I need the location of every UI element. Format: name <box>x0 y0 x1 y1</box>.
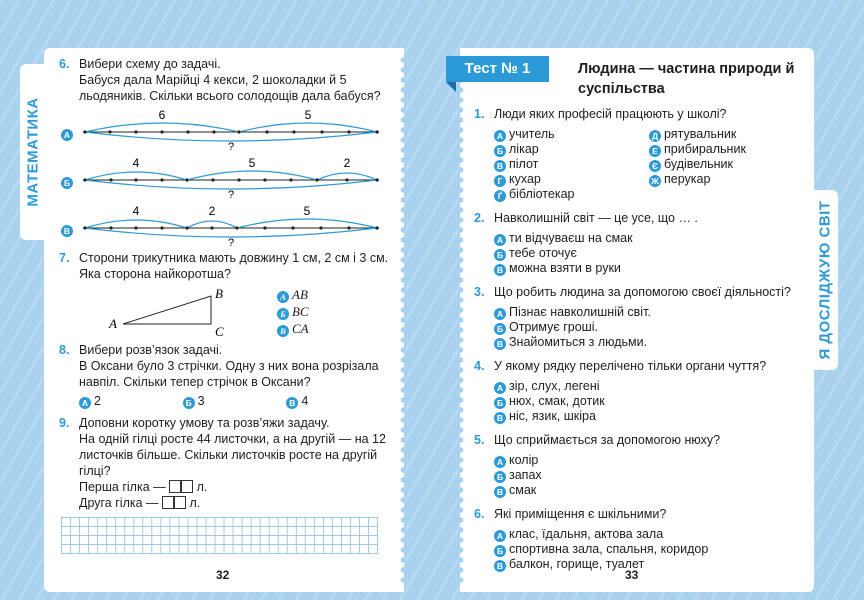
answer-option-b[interactable] <box>494 246 804 261</box>
question-9-math <box>59 415 390 511</box>
triangle-figure <box>99 286 229 338</box>
right-page <box>460 48 814 592</box>
answer-box[interactable] <box>162 496 174 509</box>
option-letter-badge: В <box>494 160 506 172</box>
option-text: ти відчуваєш на смак <box>509 231 633 245</box>
question-number: 1. <box>474 107 485 121</box>
answer-option-c[interactable] <box>277 320 309 337</box>
answer-option[interactable] <box>649 127 804 142</box>
question-number: 3. <box>474 285 485 299</box>
segment-label: 5 <box>248 156 256 170</box>
answer-option-b[interactable] <box>494 542 804 557</box>
answer-option-a[interactable] <box>494 379 804 394</box>
option-text: спортивна зала, спальня, коридор <box>509 542 709 556</box>
total-question-mark: ? <box>227 237 235 246</box>
math-spine-label: МАТЕМАТИКА <box>24 97 42 207</box>
segment-label: 5 <box>303 204 311 218</box>
answer-option[interactable] <box>494 187 649 202</box>
question-text: Бабуся дала Марійці 4 кекси, 2 шоколадки й 5 льодяників. Скільки всього солодощів дала бабуся? <box>79 73 381 103</box>
answer-options <box>474 379 804 424</box>
scheme-option-c[interactable] <box>59 204 389 244</box>
question-number: 6. <box>59 57 70 71</box>
question-text: У якому рядку перелічено тільки органи чуття? <box>494 359 767 373</box>
left-page <box>44 48 404 592</box>
answer-option-a[interactable] <box>494 305 804 320</box>
question-7-math <box>59 250 390 282</box>
option-letter-badge: В <box>61 225 73 237</box>
answer-option[interactable] <box>494 172 649 187</box>
answer-option-a[interactable] <box>494 453 804 468</box>
question-3-world <box>474 284 804 300</box>
options-column-1 <box>494 127 649 202</box>
option-text: нюх, смак, дотик <box>509 394 605 408</box>
answer-options <box>474 305 804 350</box>
question-text: Які приміщення є шкільними? <box>494 507 667 521</box>
question-6-math <box>59 56 390 104</box>
option-letter-badge: Е <box>649 145 661 157</box>
option-letter-badge: А <box>494 130 506 142</box>
answer-option[interactable] <box>494 127 649 142</box>
option-letter-badge: А <box>494 382 506 394</box>
segment-label: 2 <box>343 156 351 170</box>
option-letter-badge: В <box>277 325 289 337</box>
question-2-world <box>474 210 804 226</box>
segment-label: 6 <box>158 108 166 122</box>
question-prompt: Вибери схему до задачі. <box>79 57 221 71</box>
triangle-block <box>79 286 390 338</box>
vertex-label-a: A <box>109 316 117 331</box>
answer-option-b[interactable] <box>494 394 804 409</box>
world-spine-label: Я ДОСЛІДЖУЮ СВІТ <box>816 200 834 360</box>
option-letter-badge: Ґ <box>494 190 506 202</box>
question-8-math <box>59 342 390 390</box>
answer-options <box>474 127 804 202</box>
question-5-world <box>474 432 804 448</box>
option-letter-badge: Б <box>494 249 506 261</box>
short-condition-line-1 <box>79 479 390 495</box>
math-spine-tab <box>20 64 46 240</box>
answer-option-c[interactable] <box>494 335 804 350</box>
option-text: запах <box>509 468 542 482</box>
option-letter-badge: В <box>494 264 506 276</box>
page-perforation-edge <box>457 56 464 584</box>
option-letter-badge: Ж <box>649 175 661 187</box>
answer-options <box>59 394 390 409</box>
question-text: Сторони трикутника мають довжину 1 см, 2 см і 3 см. Яка сторона найкоротша? <box>79 251 389 281</box>
option-letter-badge: А <box>61 129 73 141</box>
vertex-label-b: B <box>215 286 223 301</box>
test-title: Людина — частина природи й суспільства <box>578 61 795 97</box>
option-text: BC <box>292 304 309 319</box>
option-text: зір, слух, легені <box>509 379 600 393</box>
option-letter-badge: В <box>286 397 298 409</box>
segment-scheme-b <box>81 156 381 198</box>
option-letter-badge: Д <box>649 130 661 142</box>
answer-options <box>277 286 309 337</box>
option-letter-badge: Б <box>494 545 506 557</box>
question-1-world <box>474 106 804 122</box>
option-text: клас, їдальня, актова зала <box>509 527 664 541</box>
answer-option-b[interactable] <box>277 303 309 320</box>
question-text: На одній гілці росте 44 листочки, а на другій — на 12 листочків більше. Скільки листочків росте на другій гілці? <box>79 432 386 478</box>
answer-option[interactable] <box>494 157 649 172</box>
question-text: Люди яких професій працюють у школі? <box>494 107 727 121</box>
question-number: 6. <box>474 507 485 521</box>
option-letter-badge: Б <box>494 471 506 483</box>
option-letter-badge: Б <box>494 397 506 409</box>
scheme-option-b[interactable] <box>59 156 389 196</box>
option-letter-badge: А <box>494 234 506 246</box>
answer-option-c[interactable] <box>286 394 390 409</box>
answer-option[interactable] <box>649 172 804 187</box>
answer-grid[interactable] <box>61 517 378 554</box>
option-letter-badge: В <box>494 412 506 424</box>
answer-option[interactable] <box>649 142 804 157</box>
option-text: ніс, язик, шкіра <box>509 409 596 423</box>
option-letter-badge: В <box>494 338 506 350</box>
condition-label: Друга гілка — <box>79 496 159 510</box>
answer-box[interactable] <box>181 480 193 493</box>
answer-option-c[interactable] <box>494 409 804 424</box>
world-spine-tab <box>812 190 838 370</box>
options-column-2 <box>649 127 804 202</box>
scheme-option-a[interactable] <box>59 108 389 148</box>
page-number: 32 <box>216 568 230 582</box>
option-text: будівельник <box>664 157 733 171</box>
question-number: 9. <box>59 416 70 430</box>
option-text: пілот <box>509 157 539 171</box>
answer-box[interactable] <box>174 496 186 509</box>
answer-option-a[interactable] <box>494 527 804 542</box>
option-letter-badge: В <box>494 486 506 498</box>
option-letter-badge: А <box>494 530 506 542</box>
answer-options <box>474 527 804 572</box>
answer-option-b[interactable] <box>183 394 287 409</box>
segment-scheme-c <box>81 204 381 246</box>
question-number: 4. <box>474 359 485 373</box>
option-text: Пізнає навколишній світ. <box>509 305 651 319</box>
test-number-label: Тест № 1 <box>446 56 549 82</box>
question-prompt: Доповни коротку умову та розв’яжи задачу. <box>79 416 330 430</box>
answer-option-c[interactable] <box>494 557 804 572</box>
segment-label: 5 <box>304 108 312 122</box>
question-4-world <box>474 358 804 374</box>
option-text: лікар <box>509 142 539 156</box>
question-number: 7. <box>59 251 70 265</box>
option-letter-badge: Г <box>494 175 506 187</box>
page-perforation-edge <box>400 56 407 584</box>
answer-option[interactable] <box>649 157 804 172</box>
question-prompt: Вибери розв’язок задачі. <box>79 343 223 357</box>
option-letter-badge: А <box>79 397 91 409</box>
question-number: 8. <box>59 343 70 357</box>
answer-options <box>474 453 804 498</box>
option-letter-badge: Є <box>649 160 661 172</box>
option-text: перукар <box>664 172 711 186</box>
answer-option-b[interactable] <box>494 468 804 483</box>
option-text: 3 <box>197 394 205 408</box>
question-text: В Оксани було 3 стрічки. Одну з них вона розрізала навпіл. Скільки тепер стрічок в Оксани? <box>79 359 379 389</box>
total-question-mark: ? <box>227 189 235 198</box>
test-header <box>460 56 804 98</box>
option-text: колір <box>509 453 539 467</box>
option-letter-badge: Б <box>494 145 506 157</box>
option-text: рятувальник <box>664 127 737 141</box>
option-letter-badge: А <box>494 456 506 468</box>
answer-options <box>474 231 804 276</box>
option-text: можна взяти в руки <box>509 261 621 275</box>
option-text: балкон, горище, туалет <box>509 557 645 571</box>
question-text: Що робить людина за допомогою своєї діяльності? <box>494 285 791 299</box>
option-text: тебе оточує <box>509 246 577 260</box>
answer-option-a[interactable] <box>277 286 309 303</box>
option-text: CA <box>292 321 309 336</box>
segment-label: 2 <box>208 204 216 218</box>
condition-label: Перша гілка — <box>79 480 166 494</box>
short-condition-line-2 <box>79 495 390 511</box>
ribbon-fold <box>446 82 456 92</box>
answer-option-c[interactable] <box>494 483 804 498</box>
option-text: учитель <box>509 127 555 141</box>
option-letter-badge: Б <box>494 323 506 335</box>
option-text: бібліотекар <box>509 187 575 201</box>
page-number: 33 <box>625 568 639 582</box>
option-letter-badge: А <box>494 308 506 320</box>
vertex-label-c: C <box>215 324 224 338</box>
option-letter-badge: В <box>494 560 506 572</box>
segment-label: 4 <box>132 156 140 170</box>
answer-box[interactable] <box>169 480 181 493</box>
question-number: 2. <box>474 211 485 225</box>
option-letter-badge: Б <box>183 397 195 409</box>
option-text: 4 <box>301 394 309 408</box>
question-6-world <box>474 506 804 522</box>
answer-option-a[interactable] <box>494 231 804 246</box>
option-letter-badge: Б <box>277 308 289 320</box>
option-text: 2 <box>94 394 101 408</box>
segment-label: 4 <box>132 204 140 218</box>
segment-scheme-a <box>81 108 381 150</box>
answer-option-c[interactable] <box>494 261 804 276</box>
total-question-mark: ? <box>227 141 235 150</box>
unit-label: л. <box>189 496 201 510</box>
option-text: смак <box>509 483 537 497</box>
option-text: кухар <box>509 172 541 186</box>
question-text: Що сприймається за допомогою нюху? <box>494 433 721 447</box>
question-text: Навколишній світ — це усе, що … . <box>494 211 698 225</box>
option-letter-badge: А <box>277 291 289 303</box>
answer-option-a[interactable] <box>79 394 183 409</box>
answer-option-b[interactable] <box>494 320 804 335</box>
scheme-options <box>59 108 390 246</box>
option-letter-badge: Б <box>61 177 73 189</box>
answer-option[interactable] <box>494 142 649 157</box>
option-text: прибиральник <box>664 142 746 156</box>
option-text: Отримує гроші. <box>509 320 598 334</box>
unit-label: л. <box>196 480 208 494</box>
question-number: 5. <box>474 433 485 447</box>
option-text: AB <box>292 287 308 302</box>
option-text: Знайомиться з людьми. <box>509 335 648 349</box>
